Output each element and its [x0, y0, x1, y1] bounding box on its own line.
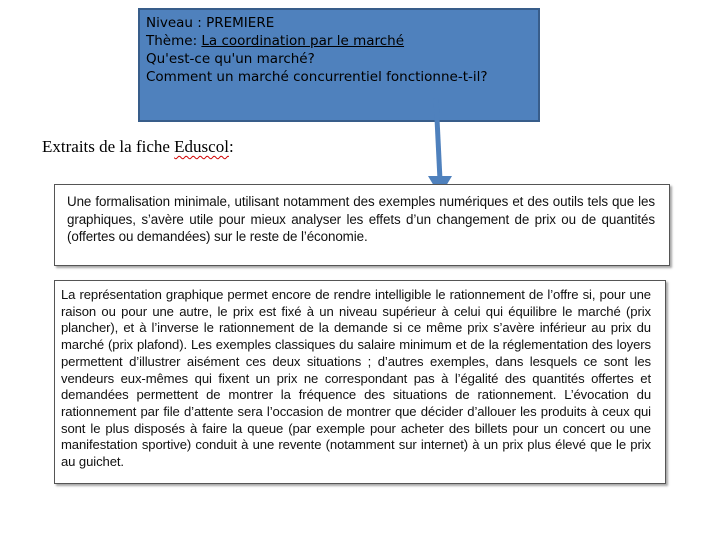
excerpt-box-1 [54, 184, 670, 266]
extract-heading-suffix: : [228, 137, 234, 156]
excerpt-2-text: La représentation graphique permet encore de rendre intelligible le rationnement de l’offre si, pour une raison ou pour une autre, le prix est fixé à un niveau supérieur à celui qui équilibre le marché (prix plancher), et à l’inverse le rationnement de la demande si ce même prix s’avère inférieur au prix du marché (prix plafond). Les exemples classiques du salaire minimum et de la réglementation des loyers permettent d’illustrer aisément ces deux situations ; d’autres exemples, dans lesquels ce sont les vendeurs eux-mêmes qui fixent un prix ne correspondant pas à l’égalité des quantités offertes et demandées permettent de montrer la fréquence des situations de rationnement. L’évocation du rationnement par file d’attente sera l’occasion de montrer que décider d’allouer les produits à ceux qui sont le plus disposés à faire la queue (par exemple pour acheter des billets pour un concert ou une manifestation sportive) conduit à une revente (notamment sur internet) à un prix plus élevé que le prix au guichet. [61, 287, 651, 470]
question-line-1: Qu'est-ce qu'un marché? [146, 51, 315, 67]
excerpt-1-text: Une formalisation minimale, utilisant notamment des exemples numériques et des outils tels que les graphiques, s’avère utile pour mieux analyser les effets d’un changement de prix ou de quantités (offertes ou demandées) sur le reste de l’économie. [67, 194, 655, 244]
theme-label: Thème: [146, 33, 202, 49]
excerpt-box-2 [54, 280, 666, 484]
course-info-callout [138, 8, 540, 122]
question-line-2: Comment un marché concurrentiel fonctionne-t-il? [146, 69, 488, 85]
extract-heading-prefix: Extraits de la fiche [42, 137, 175, 156]
extract-heading-source: Eduscol [174, 137, 229, 156]
theme-title: La coordination par le marché [201, 33, 405, 49]
extract-heading [42, 137, 234, 157]
level-line: Niveau : PREMIERE [146, 15, 275, 31]
theme-line [146, 32, 532, 50]
